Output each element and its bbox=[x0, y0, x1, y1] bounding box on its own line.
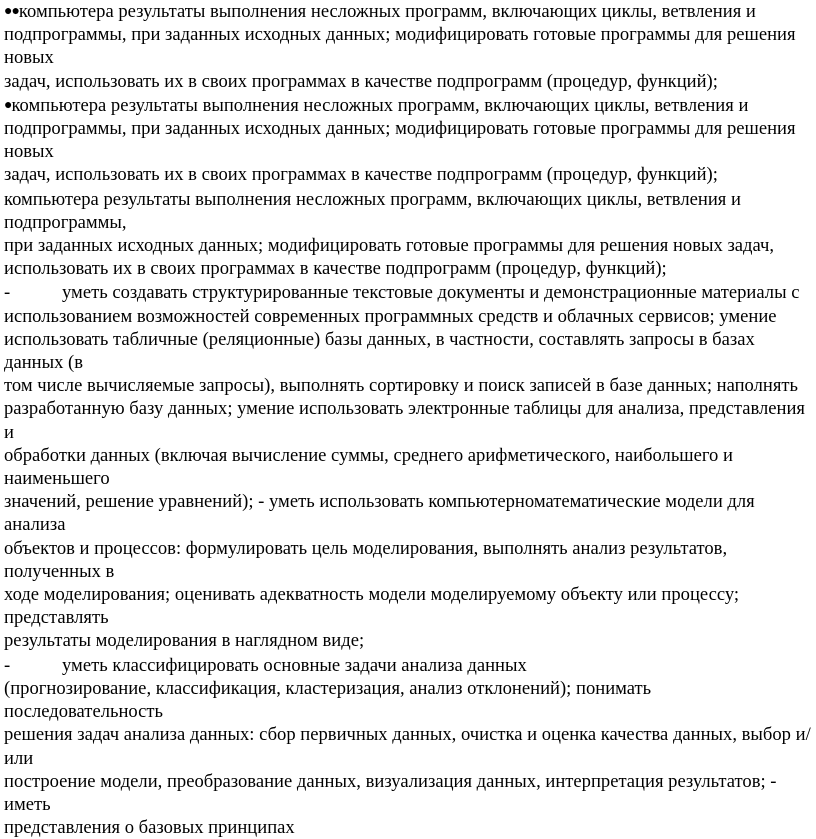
text-line: (прогнозирование, классификация, кластеризация, анализ отклонений); понимать последовательность bbox=[4, 677, 652, 723]
text-line: компьютера результаты выполнения несложных программ, включающих циклы, ветвления и bbox=[11, 94, 749, 116]
text-line: результаты моделирования в наглядном виде; bbox=[4, 630, 365, 652]
text-line: уметь создавать структурированные текстовые документы и демонстрационные материалы с bbox=[62, 282, 800, 304]
document-page bbox=[4, 0, 812, 839]
text-line: использовать их в своих программах в качестве подпрограмм (процедур, функций); bbox=[4, 258, 667, 280]
text-line: подпрограммы, при заданных исходных данных; модифицировать готовые программы для решения новых bbox=[4, 118, 796, 163]
dash-list-item bbox=[4, 281, 812, 304]
text-line: компьютера результаты выполнения несложных программ, включающих циклы, ветвления и bbox=[18, 1, 756, 22]
paragraph-1 bbox=[4, 0, 812, 93]
bullet-icon: ●● bbox=[4, 4, 19, 19]
text-line: компьютера результаты выполнения несложных программ, включающих циклы, ветвления и подпрограммы, bbox=[4, 188, 741, 233]
dash-marker: - bbox=[4, 654, 11, 676]
text-line: значений, решение уравнений); - уметь использовать компьютерноматематические модели для анализа bbox=[4, 491, 755, 536]
text-line: при заданных исходных данных; модифицировать готовые программы для решения новых задач, bbox=[4, 235, 775, 257]
text-line: представления о базовых принципах bbox=[4, 817, 295, 839]
text-line: обработки данных (включая вычисление суммы, среднего арифметического, наибольшего и наименьшего bbox=[4, 444, 733, 490]
paragraph-5 bbox=[4, 654, 812, 839]
dash-list-item bbox=[4, 654, 812, 677]
text-line: использовать табличные (реляционные) базы данных, в частности, составлять запросы в базах данных (в bbox=[4, 328, 755, 374]
text-line: том числе вычисляемые запросы), выполнять сортировку и поиск записей в базе данных; наполнять bbox=[4, 375, 798, 397]
text-line: уметь классифицировать основные задачи анализа данных bbox=[62, 654, 527, 676]
text-line: объектов и процессов: формулировать цель моделирования, выполнять анализ результатов, полученных в bbox=[4, 537, 728, 582]
text-line: задач, использовать их в своих программах в качестве подпрограмм (процедур, функций); bbox=[4, 70, 718, 92]
text-line: ходе моделирования; оценивать адекватность модели моделируемому объекту или процессу; представлять bbox=[4, 584, 740, 629]
text-line: задач, использовать их в своих программах в качестве подпрограмм (процедур, функций); bbox=[4, 164, 718, 186]
paragraph-3 bbox=[4, 188, 812, 281]
text-line: разработанную базу данных; умение использовать электронные таблицы для анализа, представления и bbox=[4, 398, 805, 443]
bullet-icon: ● bbox=[4, 97, 12, 113]
dash-marker: - bbox=[4, 282, 11, 304]
paragraph-2 bbox=[4, 94, 812, 187]
paragraph-4 bbox=[4, 281, 812, 652]
text-line: построение модели, преобразование данных, визуализация данных, интерпретация результатов; - иметь bbox=[4, 770, 777, 815]
text-line: использованием возможностей современных программных средств и облачных сервисов; умение bbox=[4, 305, 777, 327]
text-line: подпрограммы, при заданных исходных данных; модифицировать готовые программы для решения новых bbox=[4, 24, 796, 69]
text-line: решения задач анализа данных: сбор первичных данных, очистка и оценка качества данных, выбор и/или bbox=[4, 724, 811, 769]
